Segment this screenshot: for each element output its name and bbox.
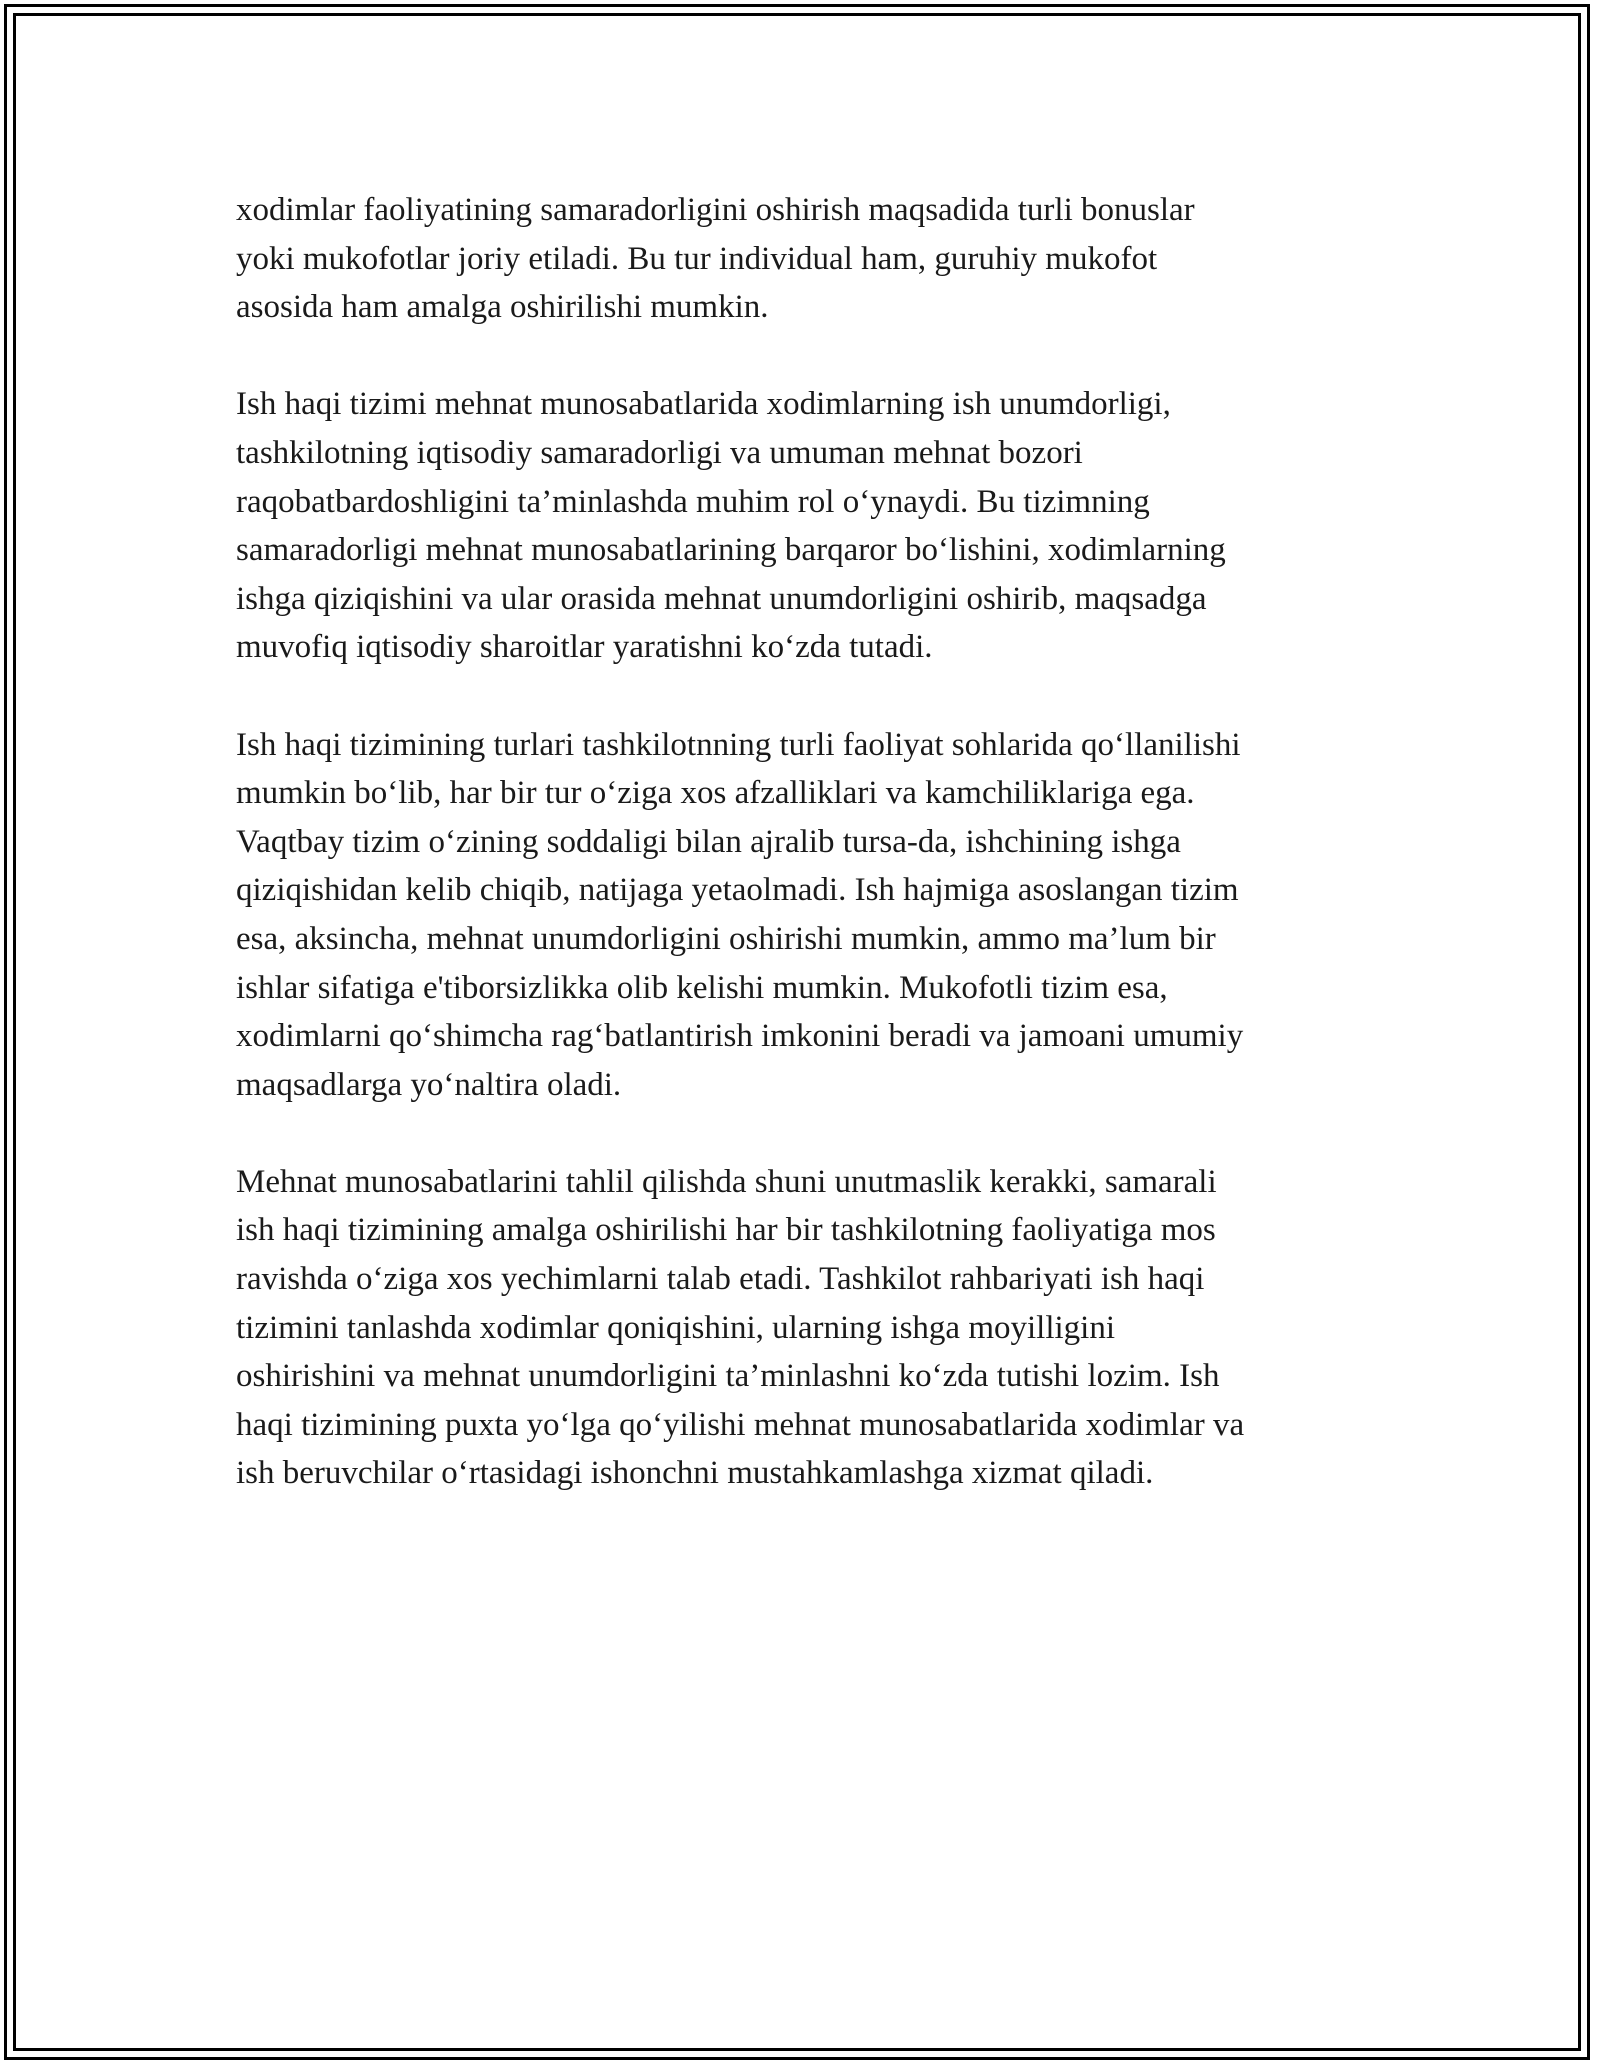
text-line: oshirishini va mehnat unumdorligini ta’minlashni ko‘zda tutishi lozim. Ish — [236, 1358, 1220, 1395]
text-line: ish beruvchilar o‘rtasidagi ishonchni mustahkamlashga xizmat qiladi. — [236, 1455, 1154, 1492]
text-line: muvofiq iqtisodiy sharoitlar yaratishni ko‘zda tutadi. — [236, 629, 933, 666]
text-line: xodimlar faoliyatining samaradorligini oshirish maqsadida turli bonuslar — [236, 192, 1195, 228]
text-line: Mehnat munosabatlarini tahlil qilishda shuni unutmaslik kerakki, samarali — [236, 1163, 1217, 1200]
text-line: raqobatbardoshligini ta’minlashda muhim rol o‘ynaydi. Bu tizimning — [236, 483, 1150, 520]
text-line: esa, aksincha, mehnat unumdorligini oshirishi mumkin, ammo ma’lum bir — [236, 920, 1216, 957]
text-line: mumkin bo‘lib, har bir tur o‘ziga xos afzalliklari va kamchiliklariga ega. — [236, 775, 1195, 812]
text-line: yoki mukofotlar joriy etiladi. Bu tur individual ham, guruhiy mukofot — [236, 240, 1158, 277]
paragraph — [236, 1158, 1366, 1498]
paragraph — [236, 380, 1366, 672]
text-line: xodimlarni qo‘shimcha rag‘batlantirish imkonini beradi va jamoani umumiy — [236, 1018, 1244, 1055]
text-line: ishlar sifatiga e'tiborsizlikka olib kelishi mumkin. Mukofotli tizim esa, — [236, 969, 1168, 1006]
text-line: samaradorligi mehnat munosabatlarining barqaror bo‘lishini, xodimlarning — [236, 532, 1226, 569]
paragraph — [236, 721, 1366, 1110]
text-line: tashkilotning iqtisodiy samaradorligi va umuman mehnat bozori — [236, 434, 1083, 471]
text-line: tizimini tanlashda xodimlar qoniqishini, ularning ishga moyilligini — [236, 1309, 1115, 1346]
document-body — [236, 186, 1366, 1547]
text-line: ish haqi tizimining amalga oshirilishi har bir tashkilotning faoliyatiga mos — [236, 1212, 1216, 1249]
text-line: Ish haqi tizimining turlari tashkilotnning turli faoliyat sohlarida qo‘llanilishi — [236, 726, 1241, 763]
text-line: maqsadlarga yo‘naltira oladi. — [236, 1066, 622, 1103]
text-line: asosida ham amalga oshirilishi mumkin. — [236, 289, 769, 326]
text-line: qiziqishidan kelib chiqib, natijaga yetaolmadi. Ish hajmiga asoslangan tizim — [236, 872, 1239, 909]
paragraph — [236, 186, 1366, 332]
text-line: haqi tizimining puxta yo‘lga qo‘yilishi mehnat munosabatlarida xodimlar va — [236, 1406, 1245, 1443]
text-line: Ish haqi tizimi mehnat munosabatlarida xodimlarning ish unumdorligi, — [236, 386, 1171, 423]
text-line: ravishda o‘ziga xos yechimlarni talab etadi. Tashkilot rahbariyati ish haqi — [236, 1261, 1205, 1298]
text-line: ishga qiziqishini va ular orasida mehnat unumdorligini oshirib, maqsadga — [236, 580, 1207, 617]
text-line: Vaqtbay tizim o‘zining soddaligi bilan ajralib tursa-da, ishchining ishga — [236, 823, 1181, 860]
